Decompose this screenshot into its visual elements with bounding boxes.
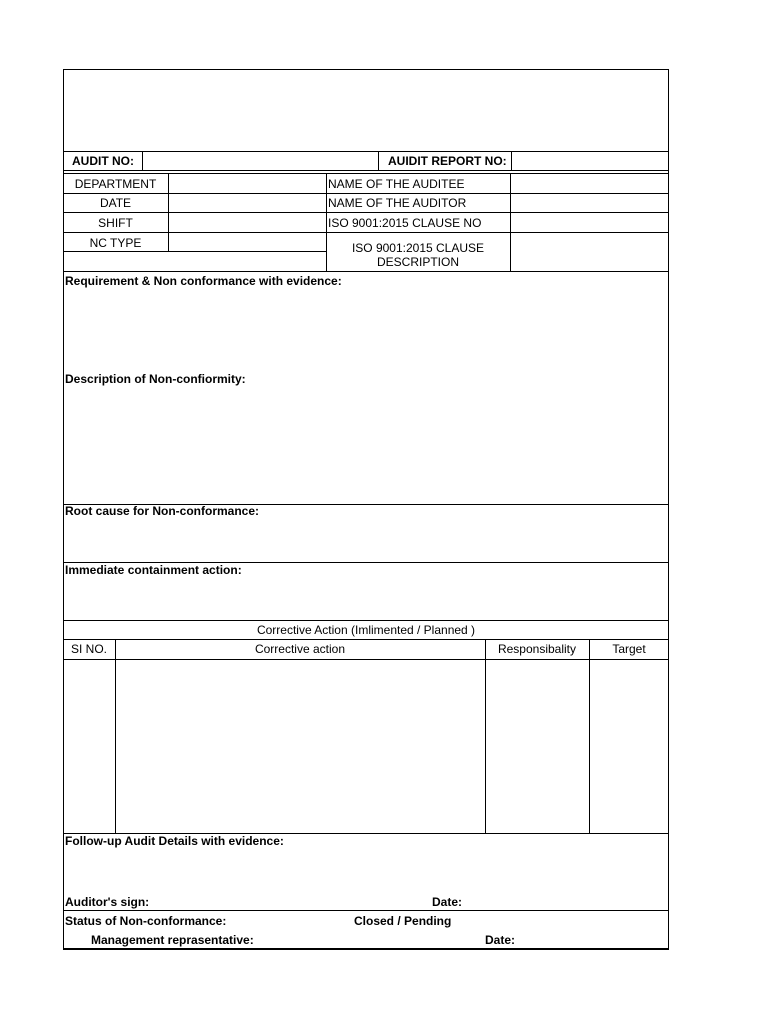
col-si-no: SI NO. <box>70 642 107 656</box>
divider <box>63 910 669 911</box>
clause-no-label: ISO 9001:2015 CLAUSE NO <box>328 216 482 230</box>
divider <box>378 151 379 171</box>
auditor-label: NAME OF THE AUDITOR <box>328 196 467 210</box>
divider <box>63 193 669 194</box>
date-label: DATE <box>99 196 132 210</box>
col-target: Target <box>612 642 646 656</box>
requirement-label: Requirement & Non conformance with evidence: <box>65 274 342 288</box>
nc-type-label: NC TYPE <box>89 236 142 250</box>
status-date-label: Date: <box>485 933 516 947</box>
divider <box>168 173 169 252</box>
clause-desc-label-2: DESCRIPTION <box>376 255 459 269</box>
description-label: Description of Non-confiormity: <box>65 372 246 386</box>
audit-report-no-label: AUIDIT REPORT NO: <box>388 154 507 168</box>
divider <box>63 251 327 252</box>
divider <box>63 173 669 174</box>
divider <box>115 639 116 834</box>
shift-label: SHIFT <box>98 216 133 230</box>
status-value: Closed / Pending <box>354 914 452 928</box>
divider <box>63 232 669 233</box>
divider <box>485 639 486 834</box>
divider <box>63 659 669 660</box>
containment-label: Immediate containment action: <box>65 563 242 577</box>
divider <box>63 620 669 621</box>
corrective-action-title: Corrective Action (Imlimented / Planned ) <box>256 623 476 637</box>
divider <box>589 639 590 834</box>
clause-desc-label-1: ISO 9001:2015 CLAUSE <box>351 241 485 255</box>
divider <box>63 151 669 152</box>
followup-label: Follow-up Audit Details with evidence: <box>65 834 284 848</box>
divider <box>63 212 669 213</box>
divider <box>142 151 143 171</box>
auditee-label: NAME OF THE AUDITEE <box>328 177 465 191</box>
audit-no-label: AUDIT NO: <box>72 154 134 168</box>
corrective-action-table <box>63 639 669 950</box>
mgmt-rep-label: Management reprasentative: <box>91 933 254 947</box>
col-responsibility: Responsibality <box>497 642 577 656</box>
followup-date-label: Date: <box>432 895 463 909</box>
root-cause-label: Root cause for Non-conformance: <box>65 504 260 518</box>
department-label: DEPARTMENT <box>74 177 157 191</box>
divider <box>63 271 669 272</box>
divider <box>510 173 511 272</box>
divider <box>63 170 669 171</box>
divider <box>511 151 512 171</box>
auditor-sign-label: Auditor's sign: <box>65 895 150 909</box>
col-corrective-action: Corrective action <box>254 642 346 656</box>
status-label: Status of Non-conformance: <box>65 914 227 928</box>
